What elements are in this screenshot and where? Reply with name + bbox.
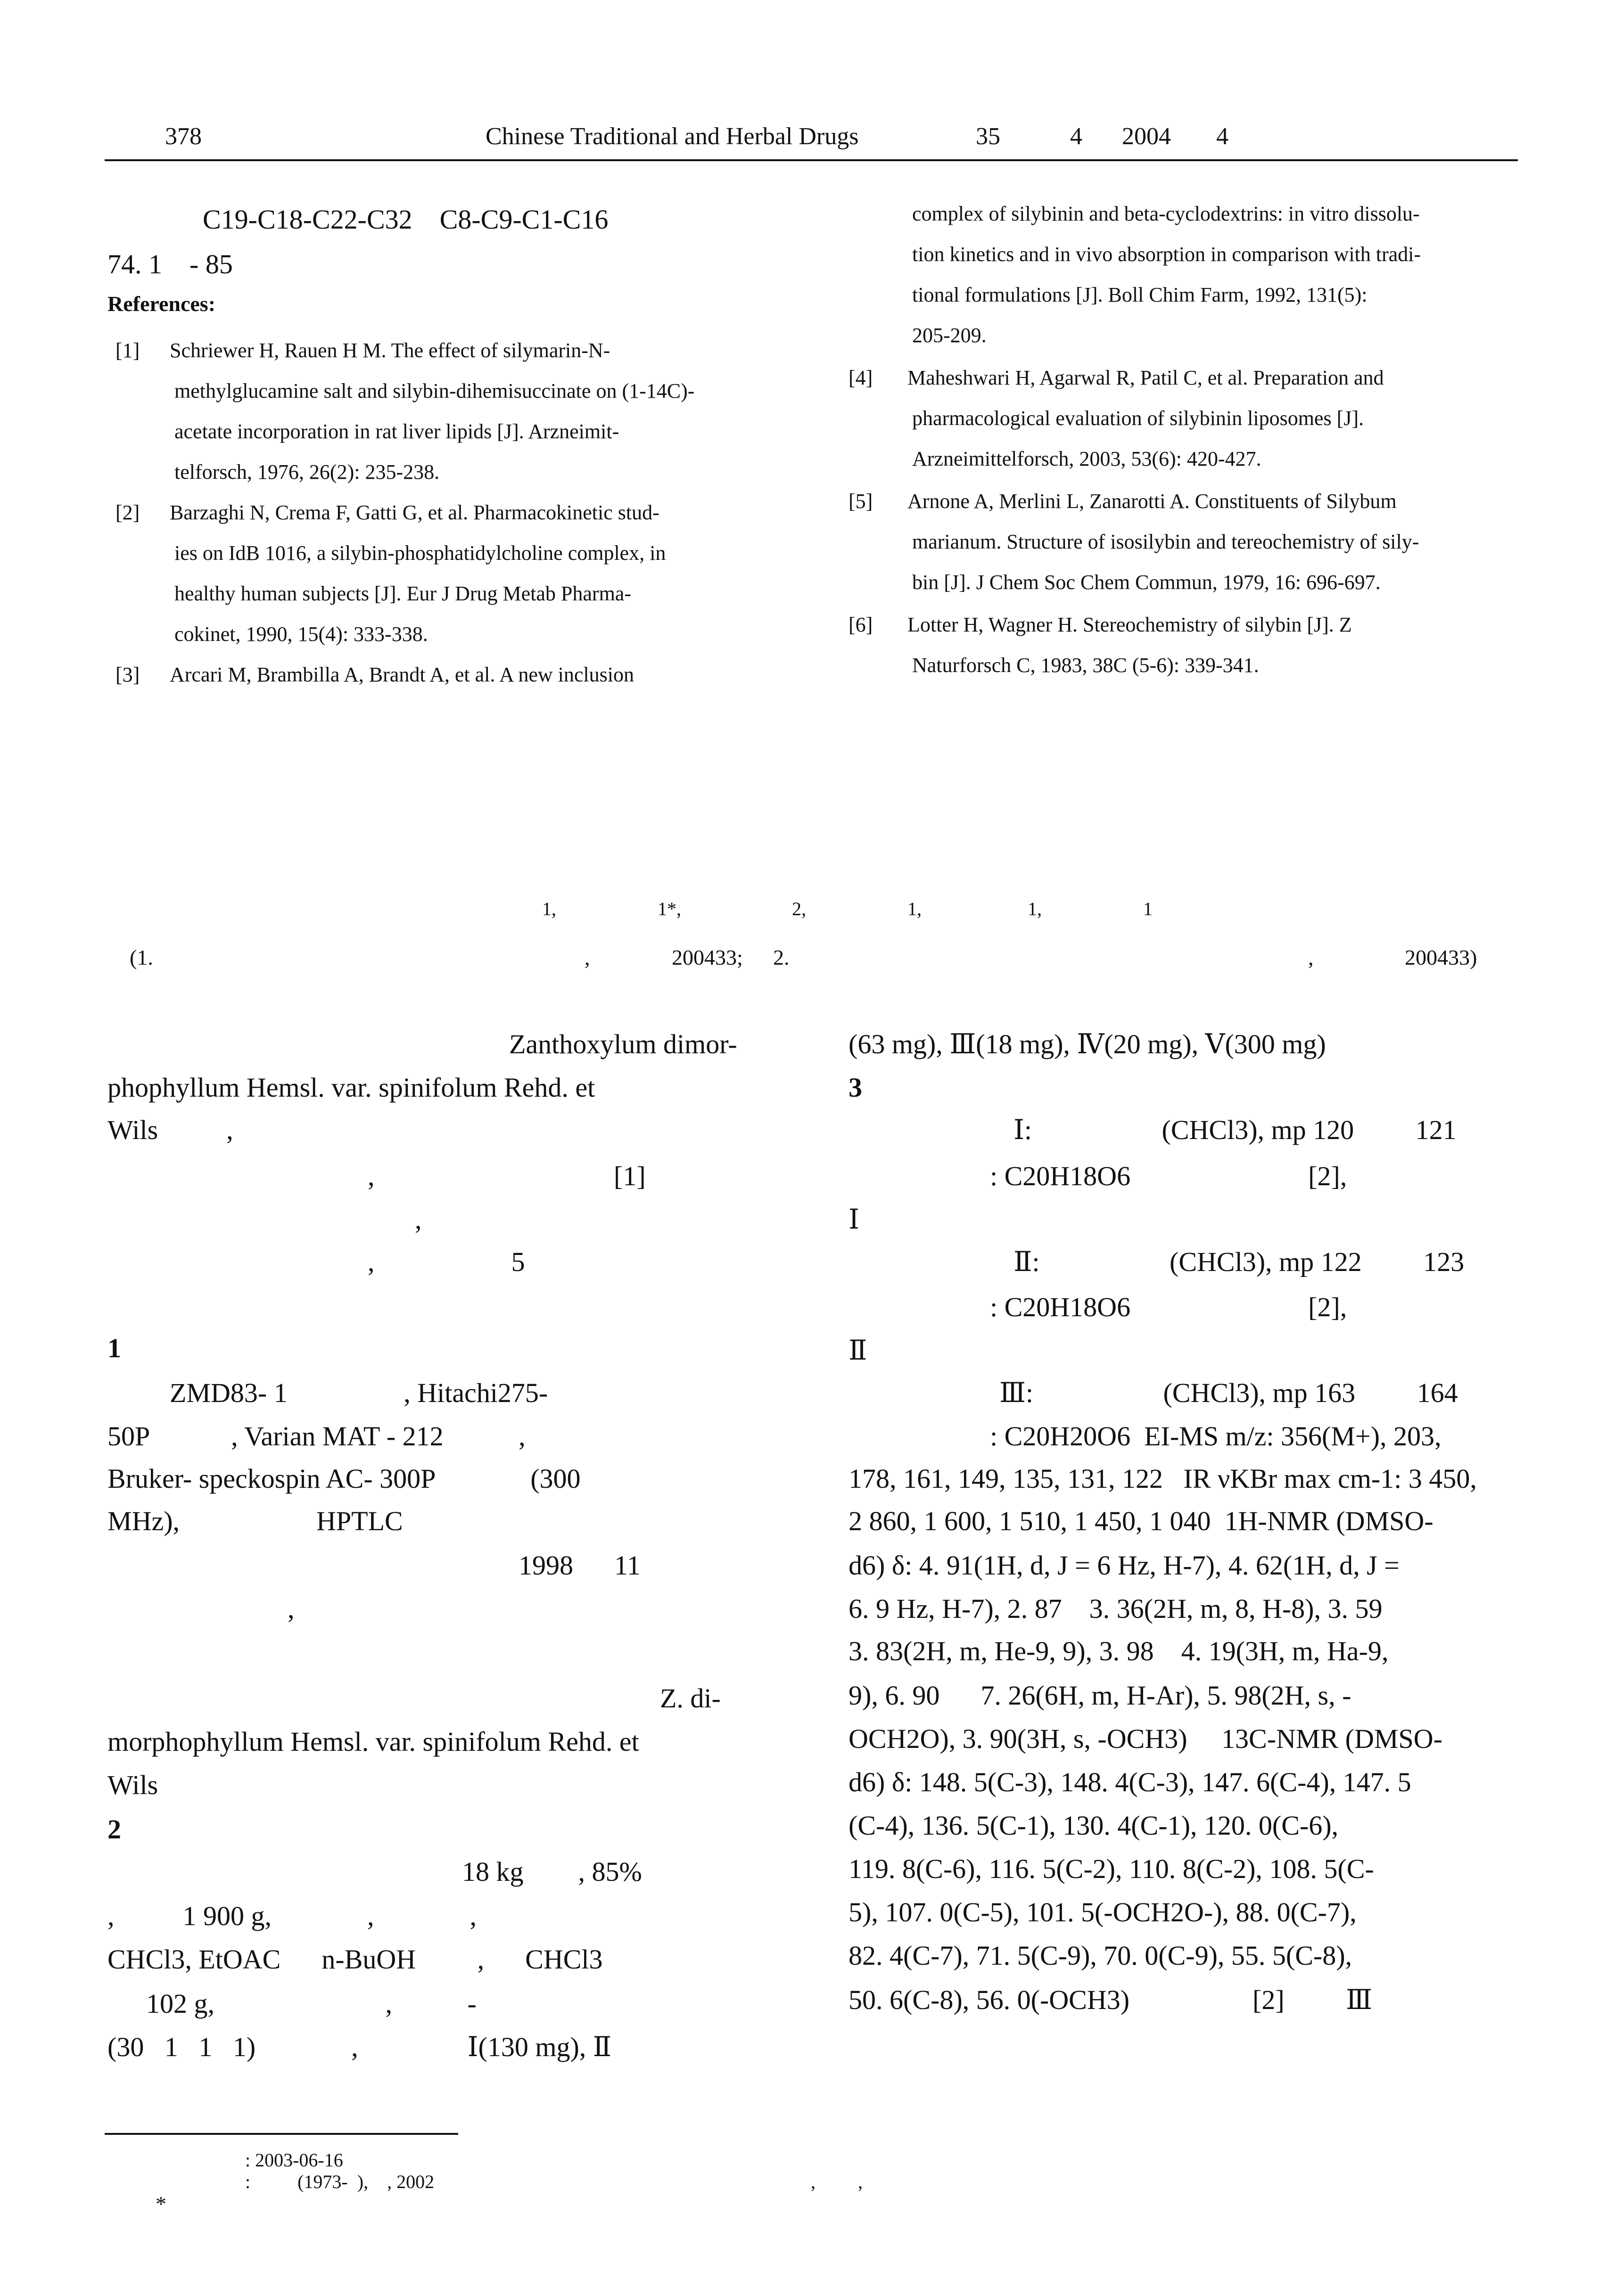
journal-year: 2004 xyxy=(1122,123,1171,150)
journal-month: 4 xyxy=(1216,123,1228,150)
body-text-line: : C20H20O6 EI-MS m/z: 356(M+), 203, xyxy=(990,1421,1442,1451)
page-number: 378 xyxy=(165,123,202,150)
section-number: 1 xyxy=(107,1333,121,1363)
author-affiliation-mark: 1*, xyxy=(658,898,681,919)
reference-text: Schriewer H, Rauen H M. The effect of silymarin-N- xyxy=(170,339,610,362)
body-text-line: OCH2O), 3. 90(3H, s, -OCH3) 13C-NMR (DMSO- xyxy=(849,1723,1442,1754)
journal-issue: 4 xyxy=(1070,123,1082,150)
reference-text: tional formulations [J]. Boll Chim Farm, 1992, 131(5): xyxy=(912,283,1368,306)
body-text-line: 2 860, 1 600, 1 510, 1 450, 1 040 1H-NMR (DMSO- xyxy=(849,1506,1434,1536)
section-number: 2 xyxy=(107,1814,121,1845)
affiliation-comma-2: , xyxy=(1308,945,1314,969)
body-text-line: 9), 6. 90 7. 26(6H, m, H-Ar), 5. 98(2H, s, - xyxy=(849,1680,1352,1711)
reference-number: [3] xyxy=(115,663,140,686)
affiliation-zip-1: 200433; xyxy=(672,945,743,969)
reference-text: cokinet, 1990, 15(4): 333-338. xyxy=(174,623,428,646)
reference-text: Arcari M, Brambilla A, Brandt A, et al. A new inclusion xyxy=(170,663,634,686)
affiliation-number-2: 2. xyxy=(773,945,790,969)
reference-text: complex of silybinin and beta-cyclodextrins: in vitro dissolu- xyxy=(912,202,1420,225)
body-text-line: MHz), HPTLC xyxy=(107,1506,403,1536)
body-text-line: , 5 xyxy=(368,1246,525,1277)
journal-title: Chinese Traditional and Herbal Drugs xyxy=(486,123,859,150)
reference-text: acetate incorporation in rat liver lipids [J]. Arzneimit- xyxy=(174,420,619,443)
author-affiliation-mark: 1, xyxy=(1028,898,1042,919)
author-affiliation-mark: 1, xyxy=(907,898,922,919)
body-text-line: : C20H18O6 [2], xyxy=(990,1161,1347,1191)
reference-text: Maheshwari H, Agarwal R, Patil C, et al. Preparation and xyxy=(907,366,1384,389)
body-text-line: 82. 4(C-7), 71. 5(C-9), 70. 0(C-9), 55. 5(C-8), xyxy=(849,1940,1352,1971)
body-text-line: ZMD83- 1 , Hitachi275- xyxy=(170,1378,548,1408)
reference-text: methylglucamine salt and silybin-dihemisuccinate on (1-14C)- xyxy=(174,379,695,402)
affiliation-zip-2: 200433) xyxy=(1405,945,1477,969)
author-affiliation-mark: 2, xyxy=(792,898,806,919)
body-text-line: 50P , Varian MAT - 212 , xyxy=(107,1421,526,1451)
reference-text: ies on IdB 1016, a silybin-phosphatidylcholine complex, in xyxy=(174,541,666,565)
body-text-line: 18 kg , 85% xyxy=(462,1856,642,1887)
body-text-line: , xyxy=(288,1593,295,1624)
corresponding-star: * xyxy=(156,2192,166,2216)
reference-text: 205-209. xyxy=(912,324,987,347)
body-text-line: , xyxy=(415,1204,422,1235)
body-text-line: 5), 107. 0(C-5), 101. 5(-OCH2O-), 88. 0(C-7), xyxy=(849,1897,1357,1927)
body-text-line: Ⅰ xyxy=(849,1204,859,1235)
reference-text: pharmacological evaluation of silybinin liposomes [J]. xyxy=(912,407,1364,430)
body-text-line: Ⅱ: (CHCl3), mp 122 123 xyxy=(1014,1246,1465,1277)
reference-text: Naturforsch C, 1983, 38C (5-6): 339-341. xyxy=(912,654,1259,677)
body-text-line: CHCl3, EtOAC n-BuOH , CHCl3 xyxy=(107,1944,603,1975)
header-rule xyxy=(105,159,1518,161)
body-text-line: 6. 9 Hz, H-7), 2. 87 3. 36(2H, m, 8, H-8), 3. 59 xyxy=(849,1593,1383,1624)
reference-text: Lotter H, Wagner H. Stereochemistry of silybin [J]. Z xyxy=(907,613,1352,636)
body-text-line: Ⅰ: (CHCl3), mp 120 121 xyxy=(1014,1115,1457,1145)
body-text-line: d6) δ: 4. 91(1H, d, J = 6 Hz, H-7), 4. 62(1H, d, J = xyxy=(849,1550,1400,1581)
received-date: : 2003-06-16 xyxy=(245,2149,343,2171)
footnote-rule xyxy=(105,2133,458,2135)
body-text-line: Wils xyxy=(107,1770,158,1800)
formula-line: C19-C18-C22-C32 C8-C9-C1-C16 xyxy=(203,204,609,235)
reference-text: telforsch, 1976, 26(2): 235-238. xyxy=(174,460,440,484)
author-affiliation-mark: 1, xyxy=(542,898,556,919)
author-affiliation-mark: 1 xyxy=(1143,898,1153,919)
reference-text: bin [J]. J Chem Soc Chem Commun, 1979, 16: 696-697. xyxy=(912,571,1381,594)
body-text-line: 3. 83(2H, m, He-9, 9), 3. 98 4. 19(3H, m, Ha-9, xyxy=(849,1636,1389,1666)
body-text-line: : C20H18O6 [2], xyxy=(990,1292,1347,1322)
reference-number: [4] xyxy=(849,366,873,389)
author-bio-tail: , , xyxy=(811,2171,863,2192)
body-text-line: (30 1 1 1) , Ⅰ(130 mg), Ⅱ xyxy=(107,2032,612,2062)
body-text-line: Wils , xyxy=(107,1115,233,1145)
body-text-line: Ⅱ xyxy=(849,1335,867,1366)
range-line: 74. 1 - 85 xyxy=(107,249,233,279)
body-text-line: , 1 900 g, , , xyxy=(107,1901,477,1931)
reference-text: tion kinetics and in vivo absorption in comparison with tradi- xyxy=(912,243,1421,266)
reference-text: Barzaghi N, Crema F, Gatti G, et al. Pharmacokinetic stud- xyxy=(170,501,659,524)
reference-text: Arzneimittelforsch, 2003, 53(6): 420-427. xyxy=(912,447,1261,470)
body-text-line: (63 mg), Ⅲ(18 mg), Ⅳ(20 mg), Ⅴ(300 mg) xyxy=(849,1029,1326,1059)
author-bio: : (1973- ), , 2002 xyxy=(245,2171,435,2192)
reference-text: healthy human subjects [J]. Eur J Drug Metab Pharma- xyxy=(174,582,631,605)
body-text-line: 50. 6(C-8), 56. 0(-OCH3) [2] Ⅲ xyxy=(849,1984,1373,2015)
affiliation-open: (1. xyxy=(130,945,153,969)
body-text-line: , [1] xyxy=(368,1161,646,1191)
reference-number: [1] xyxy=(115,339,140,362)
body-text-line: 1998 11 xyxy=(519,1550,641,1581)
references-heading: References: xyxy=(107,292,216,316)
body-text-line: Zanthoxylum dimor- xyxy=(509,1029,737,1059)
body-text-line: Ⅲ: (CHCl3), mp 163 164 xyxy=(999,1378,1458,1408)
reference-number: [5] xyxy=(849,490,873,513)
body-text-line: 119. 8(C-6), 116. 5(C-2), 110. 8(C-2), 108. 5(C- xyxy=(849,1853,1374,1884)
reference-number: [2] xyxy=(115,501,140,524)
body-text-line: (C-4), 136. 5(C-1), 130. 4(C-1), 120. 0(C-6), xyxy=(849,1810,1339,1841)
body-text-line: 102 g, , - xyxy=(146,1988,477,2019)
body-text-line: 178, 161, 149, 135, 131, 122 IR νKBr max cm-1: 3 450, xyxy=(849,1463,1477,1494)
body-text-line: Z. di- xyxy=(660,1683,721,1714)
section-number: 3 xyxy=(849,1072,862,1103)
reference-text: marianum. Structure of isosilybin and tereochemistry of sily- xyxy=(912,530,1419,553)
body-text-line: Bruker- speckospin AC- 300P (300 xyxy=(107,1463,581,1494)
reference-text: Arnone A, Merlini L, Zanarotti A. Constituents of Silybum xyxy=(907,490,1397,513)
reference-number: [6] xyxy=(849,613,873,636)
journal-volume: 35 xyxy=(976,123,1000,150)
affiliation-comma-1: , xyxy=(585,945,590,969)
body-text-line: d6) δ: 148. 5(C-3), 148. 4(C-3), 147. 6(C-4), 147. 5 xyxy=(849,1767,1411,1797)
body-text-line: morphophyllum Hemsl. var. spinifolum Rehd. et xyxy=(107,1726,639,1757)
body-text-line: phophyllum Hemsl. var. spinifolum Rehd. et xyxy=(107,1072,595,1103)
